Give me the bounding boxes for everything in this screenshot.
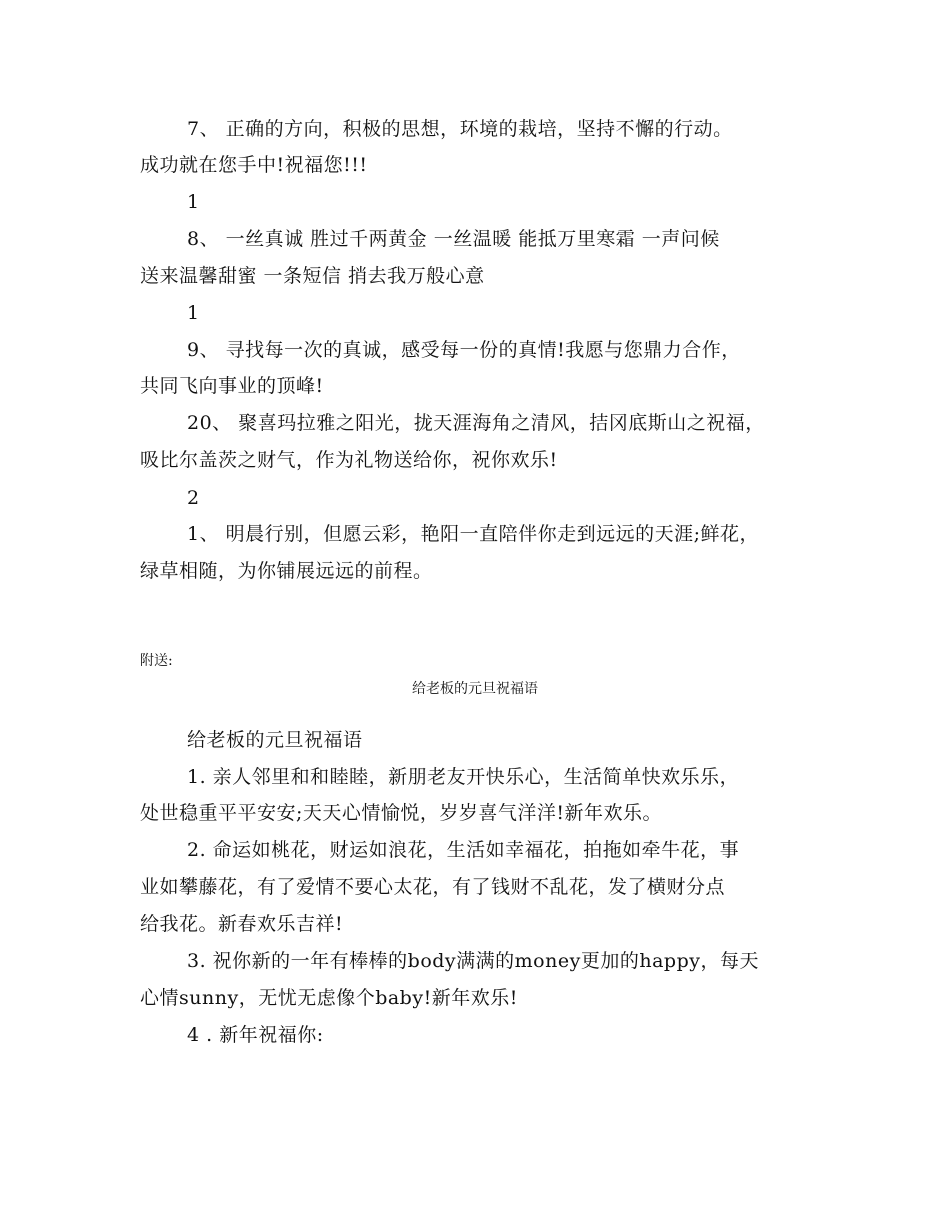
greeting-2-line-1: 2. 命运如桃花，财运如浪花，生活如幸福花，拍拖如牵牛花，事: [187, 839, 740, 861]
wish-item-7-line-2: 成功就在您手中!祝福您!!!: [140, 154, 368, 176]
wish-item-1-line-2: 绿草相随，为你铺展远远的前程。: [140, 560, 433, 582]
wish-item-8-line-1: 8、 一丝真诚 胜过千两黄金 一丝温暖 能抵万里寒霜 一声问候: [187, 228, 720, 250]
greeting-1-line-1: 1. 亲人邻里和和睦睦，新朋老友开快乐心，生活简单快欢乐乐，: [187, 766, 740, 788]
document-title: 给老板的元旦祝福语: [412, 681, 538, 697]
wish-item-20-line-2: 吸比尔盖茨之财气，作为礼物送给你，祝你欢乐!: [140, 449, 558, 471]
section-heading: 给老板的元旦祝福语: [187, 729, 363, 751]
greeting-2-line-3: 给我花。新春欢乐吉祥!: [140, 913, 344, 935]
greeting-4-line-1: 4 . 新年祝福你:: [187, 1024, 324, 1046]
page-number-text: 2: [187, 487, 200, 509]
wish-item-7-line-1: 7、 正确的方向，积极的思想，环境的栽培，坚持不懈的行动。: [187, 118, 733, 140]
page-number-text: 1: [187, 191, 200, 213]
wish-item-8-line-2: 送来温馨甜蜜 一条短信 捎去我万般心意: [140, 265, 485, 287]
wish-item-20-line-1: 20、 聚喜玛拉雅之阳光，拢天涯海角之清风，拮冈底斯山之祝福，: [187, 412, 765, 434]
greeting-2-line-2: 业如攀藤花，有了爱情不要心太花，有了钱财不乱花，发了横财分点: [140, 876, 726, 898]
wish-item-9-line-1: 9、 寻找每一次的真诚，感受每一份的真情!我愿与您鼎力合作，: [187, 339, 741, 361]
appendix-label: 附送:: [140, 653, 173, 669]
greeting-3-line-2: 心情sunny，无忧无虑像个baby!新年欢乐!: [140, 987, 518, 1009]
greeting-3-line-1: 3. 祝你新的一年有棒棒的body满满的money更加的happy，每天: [187, 950, 759, 972]
greeting-1-line-2: 处世稳重平平安安;天天心情愉悦，岁岁喜气洋洋!新年欢乐。: [140, 802, 663, 824]
wish-item-9-line-2: 共同飞向事业的顶峰!: [140, 375, 324, 397]
wish-item-1-line-1: 1、 明晨行别，但愿云彩，艳阳一直陪伴你走到远远的天涯;鲜花，: [187, 523, 760, 545]
page-number-text: 1: [187, 302, 200, 324]
